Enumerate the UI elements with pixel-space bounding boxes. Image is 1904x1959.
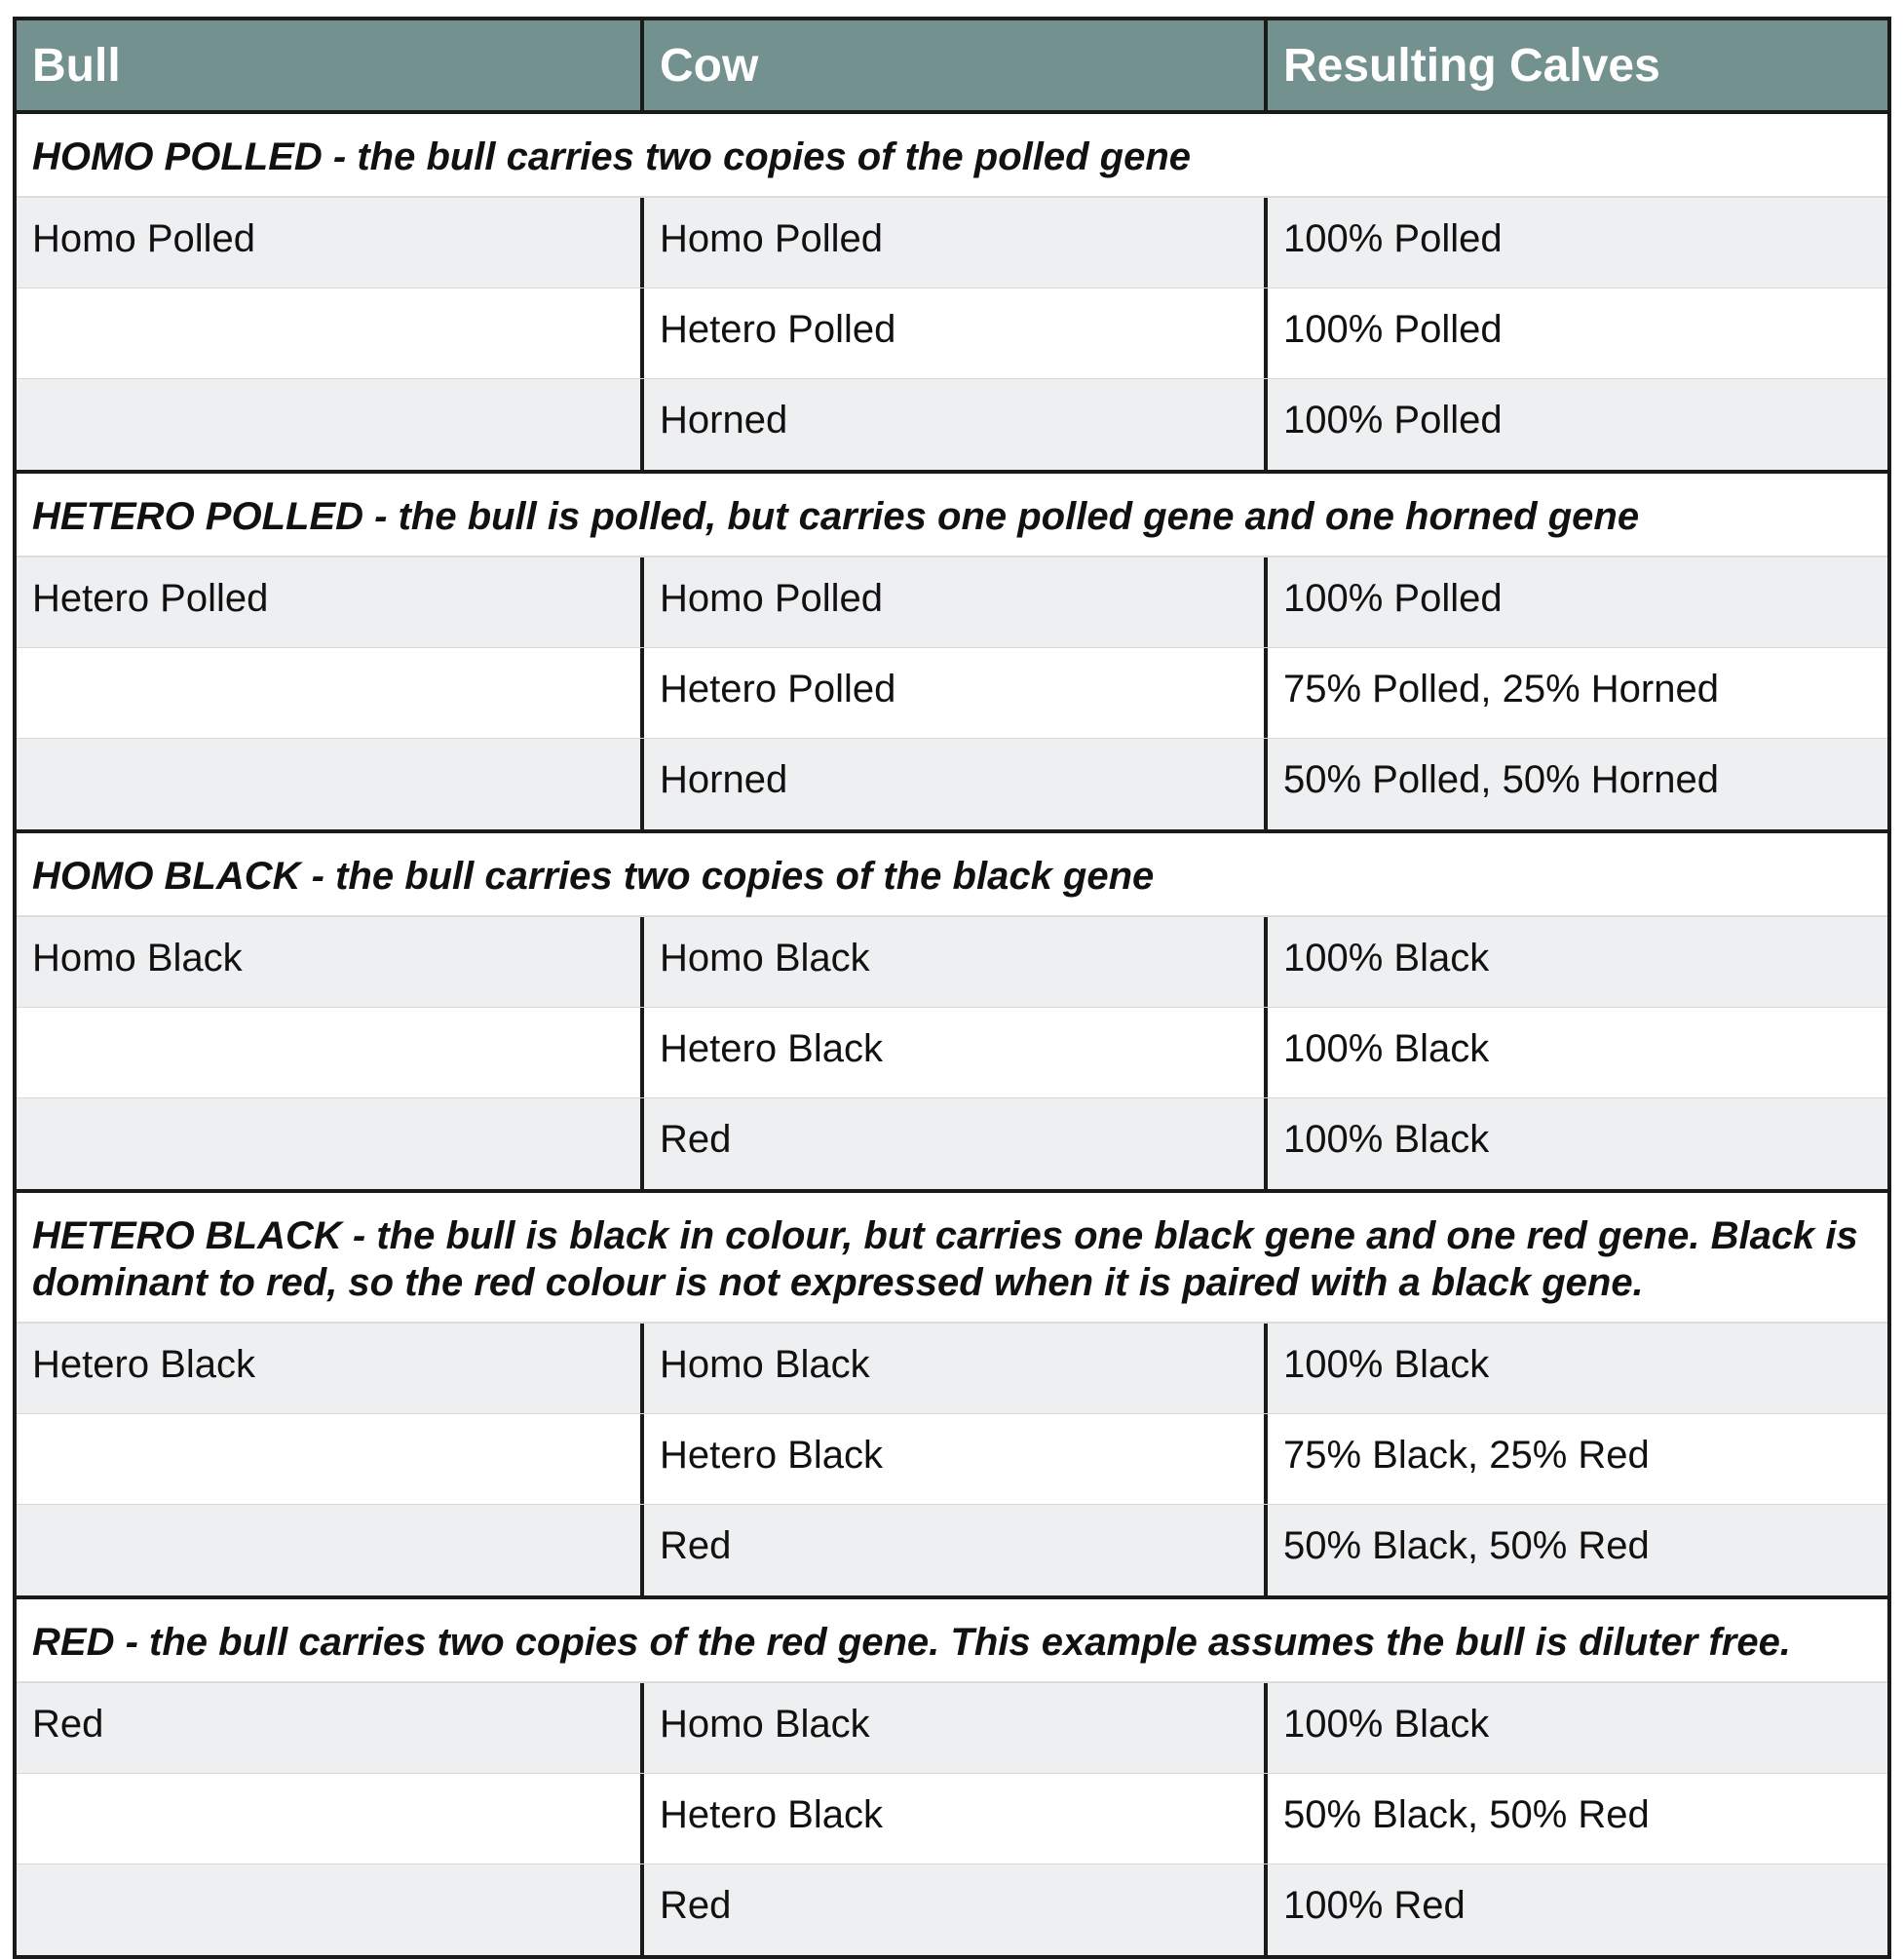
cell-bull xyxy=(17,288,640,378)
section-title-lead: HOMO POLLED xyxy=(32,135,323,178)
cell-resulting-calves: 100% Black xyxy=(1264,917,1887,1007)
cell-cow: Horned xyxy=(640,379,1264,470)
table-row xyxy=(17,1098,1887,1189)
cell-resulting-calves: 100% Polled xyxy=(1264,198,1887,288)
table-row xyxy=(17,1774,1887,1864)
cell-resulting-calves: 100% Red xyxy=(1264,1864,1887,1955)
cell-bull xyxy=(17,648,640,738)
cell-cow: Hetero Polled xyxy=(640,288,1264,378)
cell-cow: Horned xyxy=(640,739,1264,829)
cell-resulting-calves: 75% Black, 25% Red xyxy=(1264,1414,1887,1504)
section-title-lead: HOMO BLACK xyxy=(32,855,301,898)
cell-bull xyxy=(17,739,640,829)
section-title xyxy=(17,474,1887,557)
cell-cow: Hetero Black xyxy=(640,1008,1264,1097)
cell-resulting-calves: 100% Polled xyxy=(1264,288,1887,378)
cell-cow: Hetero Polled xyxy=(640,648,1264,738)
cell-bull: Red xyxy=(32,1703,104,1746)
section-title-text: - the bull is black in colour, but carries one black gene and one red gene. Black is dominant to red, so the red colour is not expressed when it is paired with a black gene. xyxy=(32,1214,1858,1304)
table-section xyxy=(17,1599,1887,1955)
table-row xyxy=(17,379,1887,470)
column-header-cow: Cow xyxy=(640,20,1264,110)
cell-resulting-calves: 100% Black xyxy=(1264,1324,1887,1413)
section-title xyxy=(17,114,1887,198)
table-row xyxy=(17,557,1887,648)
table-row xyxy=(17,288,1887,379)
cell-bull xyxy=(17,379,640,470)
cell-resulting-calves: 100% Polled xyxy=(1264,557,1887,647)
cell-resulting-calves: 100% Black xyxy=(1264,1098,1887,1189)
section-title xyxy=(17,833,1887,917)
table-body xyxy=(17,114,1887,1955)
section-title-lead: HETERO BLACK xyxy=(32,1214,342,1257)
table-row xyxy=(17,1414,1887,1505)
genetics-table xyxy=(13,17,1891,1959)
cell-bull: Homo Polled xyxy=(32,217,256,260)
cell-cow: Homo Polled xyxy=(640,557,1264,647)
cell-bull xyxy=(17,1414,640,1504)
cell-cow: Red xyxy=(640,1098,1264,1189)
cell-resulting-calves: 50% Black, 50% Red xyxy=(1264,1774,1887,1863)
cell-cow: Red xyxy=(640,1864,1264,1955)
cell-cow: Homo Black xyxy=(640,917,1264,1007)
cell-resulting-calves: 100% Polled xyxy=(1264,379,1887,470)
section-title-text: - the bull carries two copies of the polled gene xyxy=(322,135,1192,178)
column-header-resulting-calves: Resulting Calves xyxy=(1264,20,1887,110)
section-title xyxy=(17,1193,1887,1324)
table-section xyxy=(17,474,1887,833)
table-header xyxy=(17,20,1887,114)
section-title-text: - the bull is polled, but carries one polled gene and one horned gene xyxy=(363,495,1640,538)
cell-bull xyxy=(17,1864,640,1955)
cell-cow: Homo Black xyxy=(640,1683,1264,1773)
cell-cow: Homo Polled xyxy=(640,198,1264,288)
table-row xyxy=(17,1324,1887,1414)
table-row xyxy=(17,1505,1887,1595)
table-section xyxy=(17,1193,1887,1599)
cell-bull: Hetero Black xyxy=(32,1343,255,1386)
cell-bull xyxy=(17,1008,640,1097)
cell-cow: Red xyxy=(640,1505,1264,1595)
cell-cow: Homo Black xyxy=(640,1324,1264,1413)
cell-cow: Hetero Black xyxy=(640,1774,1264,1863)
cell-resulting-calves: 100% Black xyxy=(1264,1008,1887,1097)
table-row xyxy=(17,1008,1887,1098)
section-title-text: - the bull carries two copies of the black gene xyxy=(300,855,1155,898)
cell-resulting-calves: 50% Black, 50% Red xyxy=(1264,1505,1887,1595)
section-title-lead: HETERO POLLED xyxy=(32,495,364,538)
table-row xyxy=(17,198,1887,288)
cell-resulting-calves: 100% Black xyxy=(1264,1683,1887,1773)
table-section xyxy=(17,833,1887,1193)
column-header-bull: Bull xyxy=(32,39,121,92)
cell-resulting-calves: 75% Polled, 25% Horned xyxy=(1264,648,1887,738)
table-row xyxy=(17,1683,1887,1774)
cell-bull: Homo Black xyxy=(32,937,243,980)
cell-bull xyxy=(17,1505,640,1595)
section-title-lead: RED xyxy=(32,1621,115,1664)
cell-resulting-calves: 50% Polled, 50% Horned xyxy=(1264,739,1887,829)
table-row xyxy=(17,739,1887,829)
cell-cow: Hetero Black xyxy=(640,1414,1264,1504)
cell-bull xyxy=(17,1098,640,1189)
section-title-text: - the bull carries two copies of the red gene. This example assumes the bull is diluter free. xyxy=(114,1621,1791,1664)
cell-bull xyxy=(17,1774,640,1863)
table-section xyxy=(17,114,1887,474)
cell-bull: Hetero Polled xyxy=(32,577,269,620)
table-row xyxy=(17,1864,1887,1955)
table-row xyxy=(17,917,1887,1008)
section-title xyxy=(17,1599,1887,1683)
table-row xyxy=(17,648,1887,739)
